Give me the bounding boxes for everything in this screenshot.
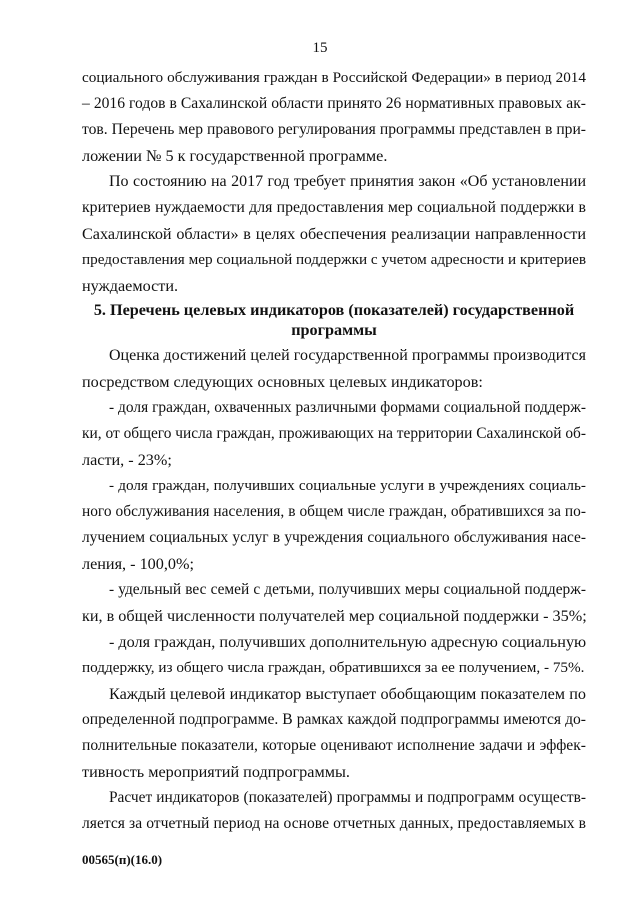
list-item-line: - доля граждан, получивших дополнительную адресную социальную [109, 633, 587, 651]
list-item-line: лучением социальных услуг в учреждения социального обслуживания насе- [82, 529, 586, 546]
list-item-line: ласти, - 23%; [82, 451, 172, 469]
list-item-line: - удельный вес семей с детьми, получивших меры социальной поддерж- [109, 581, 586, 598]
list-item-line: поддержку, из общего числа граждан, обратившихся за ее получением, - 75%. [82, 659, 585, 676]
paragraph-line: Сахалинской области» в целях обеспечения реализации направленности [82, 225, 586, 243]
paragraph-line: – 2016 годов в Сахалинской области принято 26 нормативных правовых ак- [82, 95, 586, 112]
paragraph-line: посредством следующих основных целевых индикаторов: [82, 373, 483, 391]
section-heading: программы [291, 321, 377, 339]
list-item-line: ки, в общей численности получателей мер социальной поддержки - 35%; [82, 607, 587, 625]
list-item-line: ного обслуживания населения, в общем числе граждан, обратившихся за по- [82, 503, 586, 520]
page-number: 15 [312, 40, 328, 56]
paragraph-line: тов. Перечень мер правового регулирования программы представлен в при- [82, 121, 586, 138]
list-item-line: ки, от общего числа граждан, проживающих на территории Сахалинской об- [82, 425, 586, 442]
list-item-line: ления, - 100,0%; [82, 555, 194, 573]
paragraph-line: полнительные показатели, которые оценивают исполнение задачи и эффек- [82, 737, 586, 754]
paragraph-line: критериев нуждаемости для предоставления мер социальной поддержки в [82, 199, 586, 216]
paragraph-line: Оценка достижений целей государственной программы производится [109, 347, 586, 364]
paragraph-line: предоставления мер социальной поддержки с учетом адресности и критериев [82, 251, 586, 268]
paragraph-line: Каждый целевой индикатор выступает обобщающим показателем по [109, 685, 586, 703]
list-item-line: - доля граждан, получивших социальные услуги в учреждениях социаль- [109, 477, 586, 494]
paragraph-line: социального обслуживания граждан в Российской Федерации» в период 2014 [82, 69, 586, 86]
document-code: 00565(п)(16.0) [82, 852, 163, 867]
list-item-line: - доля граждан, охваченных различными формами социальной поддерж- [109, 399, 586, 416]
paragraph-line: ложении № 5 к государственной программе. [82, 147, 388, 165]
section-heading: 5. Перечень целевых индикаторов (показателей) государственной [93, 301, 575, 319]
paragraph-line: определенной подпрограмме. В рамках каждой подпрограммы имеются до- [82, 711, 586, 728]
paragraph-line: тивность мероприятий подпрограммы. [82, 763, 350, 781]
paragraph-line: Расчет индикаторов (показателей) программы и подпрограмм осуществ- [109, 789, 586, 806]
paragraph-line: По состоянию на 2017 год требует принятия закон «Об установлении [109, 173, 586, 190]
paragraph-line: ляется за отчетный период на основе отчетных данных, предоставляемых в [82, 815, 586, 832]
paragraph-line: нуждаемости. [82, 277, 179, 295]
